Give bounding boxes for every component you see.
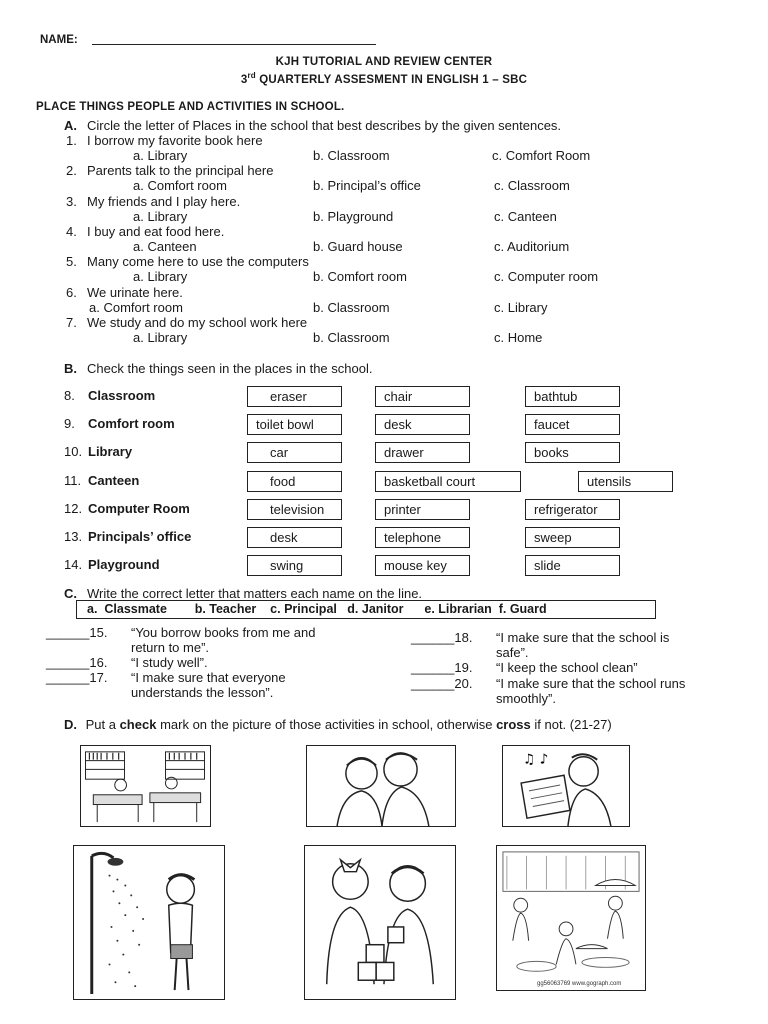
child-singing-illustration — [503, 746, 629, 826]
choice-b[interactable]: b. Classroom — [313, 148, 390, 163]
option-box-bathtub[interactable]: bathtub — [525, 386, 620, 407]
picture-children-rain[interactable] — [496, 845, 646, 991]
option-box-printer[interactable]: printer — [375, 499, 470, 520]
choice-c[interactable]: c. Auditorium — [494, 239, 570, 254]
part-d-letter: D. — [64, 717, 77, 732]
option-box-utensils[interactable]: utensils — [578, 471, 673, 492]
statement-line1: “I make sure that everyone — [131, 670, 286, 685]
option-box-swing[interactable]: swing — [247, 555, 342, 576]
quarter-rest: QUARTERLY ASSESMENT IN ENGLISH 1 – SBC — [255, 73, 528, 86]
choice-b[interactable]: b. Guard house — [313, 239, 403, 254]
answer-blank[interactable]: ______15. — [46, 625, 108, 640]
assessment-title — [0, 71, 768, 86]
check-word: check — [119, 717, 157, 732]
choice-a[interactable]: a. Library — [133, 330, 188, 345]
item-number: 11. — [64, 473, 82, 488]
place-label: Comfort room — [88, 416, 175, 431]
option-box-chair[interactable]: chair — [375, 386, 470, 407]
quarter-suffix: rd — [247, 71, 256, 80]
option-box-car[interactable]: car — [247, 442, 342, 463]
picture-child-bathing[interactable] — [73, 845, 225, 1000]
option-box-books[interactable]: books — [525, 442, 620, 463]
picture-children-whispering[interactable] — [306, 745, 456, 827]
option-box-television[interactable]: television — [247, 499, 342, 520]
option-box-faucet[interactable]: faucet — [525, 414, 620, 435]
choice-b[interactable]: b. Comfort room — [313, 269, 407, 284]
choice-c[interactable]: c. Computer room — [494, 269, 599, 284]
picture-watermark: gg56063769 www.gograph.com — [537, 981, 622, 987]
statement-line2: understands the lesson”. — [131, 685, 274, 700]
place-label: Principals’ office — [88, 529, 192, 544]
answer-blank[interactable]: ______20. — [411, 676, 473, 691]
option-box-mouse-key[interactable]: mouse key — [375, 555, 470, 576]
answer-blank[interactable]: ______18. — [411, 630, 473, 645]
item-number: 13. — [64, 529, 83, 544]
option-box-toilet-bowl[interactable]: toilet bowl — [247, 414, 342, 435]
picture-child-singing[interactable] — [502, 745, 630, 827]
svg-text:♫ ♪: ♫ ♪ — [523, 751, 549, 768]
option-box-drawer[interactable]: drawer — [375, 442, 470, 463]
cross-word: cross — [496, 717, 531, 732]
choice-c[interactable]: c. Library — [494, 300, 548, 315]
answer-blank[interactable]: ______16. — [46, 655, 108, 670]
picture-children-blocks[interactable] — [304, 845, 456, 1000]
question-number: 1. — [66, 133, 77, 148]
choice-b[interactable]: b. Principal’s office — [313, 178, 421, 193]
option-box-food[interactable]: food — [247, 471, 342, 492]
part-c-letter: C. — [64, 586, 77, 601]
part-d-instruction: Put a check mark on the picture of those activities in school, otherwise cross if not. (21-27) — [82, 717, 612, 732]
question-text: My friends and I play here. — [87, 194, 241, 209]
option-box-desk[interactable]: desk — [247, 527, 342, 548]
statement-line2: return to me”. — [131, 640, 210, 655]
option-box-eraser[interactable]: eraser — [247, 386, 342, 407]
statement-line1: “I keep the school clean” — [496, 660, 638, 675]
children-blocks-illustration — [305, 846, 455, 999]
answer-blank[interactable]: ______17. — [46, 670, 108, 685]
center-title: KJH TUTORIAL AND REVIEW CENTER — [275, 56, 493, 68]
statement-line1: “I study well”. — [131, 655, 208, 670]
question-number: 2. — [66, 163, 77, 178]
choice-a[interactable]: a. Library — [133, 148, 188, 163]
choice-a[interactable]: a. Comfort room — [133, 178, 227, 193]
question-text: We study and do my school work here — [87, 315, 308, 330]
statement-line1: “You borrow books from me and — [131, 625, 316, 640]
choice-b[interactable]: b. Playground — [313, 209, 394, 224]
library-reading-illustration — [81, 746, 210, 826]
part-a-letter: A. — [64, 118, 77, 133]
choice-a[interactable]: a. Library — [133, 209, 188, 224]
statement-line2: smoothly”. — [496, 691, 556, 706]
choice-a[interactable]: a. Comfort room — [89, 300, 183, 315]
place-label: Canteen — [88, 473, 140, 488]
name-label: NAME: — [40, 34, 78, 46]
question-text: Many come here to use the computers — [87, 254, 309, 269]
item-number: 14. — [64, 557, 83, 572]
statement-line1: “I make sure that the school runs — [496, 676, 686, 691]
option-box-telephone[interactable]: telephone — [375, 527, 470, 548]
question-text: I buy and eat food here. — [87, 224, 225, 239]
quarter-number: 3 — [240, 73, 248, 86]
option-box-sweep[interactable]: sweep — [525, 527, 620, 548]
children-whispering-illustration — [307, 746, 455, 826]
item-number: 9. — [64, 416, 75, 431]
question-number: 4. — [66, 224, 77, 239]
part-c-instruction: Write the correct letter that matters each name on the line. — [87, 586, 423, 601]
part-c-choices-box: a. Classmate b. Teacher c. Principal d. Janitor e. Librarian f. Guard — [76, 600, 656, 619]
picture-library-reading[interactable] — [80, 745, 211, 827]
question-text: I borrow my favorite book here — [87, 133, 263, 148]
place-label: Library — [88, 444, 133, 459]
answer-blank[interactable]: ______19. — [411, 660, 473, 675]
question-number: 7. — [66, 315, 77, 330]
question-number: 6. — [66, 285, 77, 300]
place-label: Classroom — [88, 388, 156, 403]
item-number: 10. — [64, 444, 83, 459]
children-rain-illustration — [497, 846, 645, 990]
question-number: 5. — [66, 254, 77, 269]
item-number: 8. — [64, 388, 75, 403]
choice-c[interactable]: c. Comfort Room — [492, 148, 591, 163]
option-box-slide[interactable]: slide — [525, 555, 620, 576]
part-b-instruction: Check the things seen in the places in the school. — [87, 361, 373, 376]
question-text: We urinate here. — [87, 285, 183, 300]
child-bathing-illustration — [74, 846, 224, 999]
option-box-refrigerator[interactable]: refrigerator — [525, 499, 620, 520]
place-label: Playground — [88, 557, 160, 572]
question-text: Parents talk to the principal here — [87, 163, 274, 178]
place-label: Computer Room — [88, 501, 190, 516]
name-blank-line[interactable] — [92, 30, 376, 45]
statement-line2: safe”. — [496, 645, 529, 660]
item-number: 12. — [64, 501, 83, 516]
choice-c[interactable]: c. Classroom — [494, 178, 570, 193]
option-box-desk[interactable]: desk — [375, 414, 470, 435]
topic-heading: PLACE THINGS PEOPLE AND ACTIVITIES IN SCHOOL. — [36, 101, 345, 113]
option-box-basketball-court[interactable]: basketball court — [375, 471, 521, 492]
choice-a[interactable]: a. Canteen — [133, 239, 197, 254]
part-a-instruction: Circle the letter of Places in the school that best describes by the given sentences. — [87, 118, 562, 133]
choice-c[interactable]: c. Canteen — [494, 209, 557, 224]
question-number: 3. — [66, 194, 77, 209]
choice-a[interactable]: a. Library — [133, 269, 188, 284]
choice-c[interactable]: c. Home — [494, 330, 543, 345]
choice-b[interactable]: b. Classroom — [313, 300, 390, 315]
statement-line1: “I make sure that the school is — [496, 630, 670, 645]
choice-b[interactable]: b. Classroom — [313, 330, 390, 345]
part-b-letter: B. — [64, 361, 77, 376]
